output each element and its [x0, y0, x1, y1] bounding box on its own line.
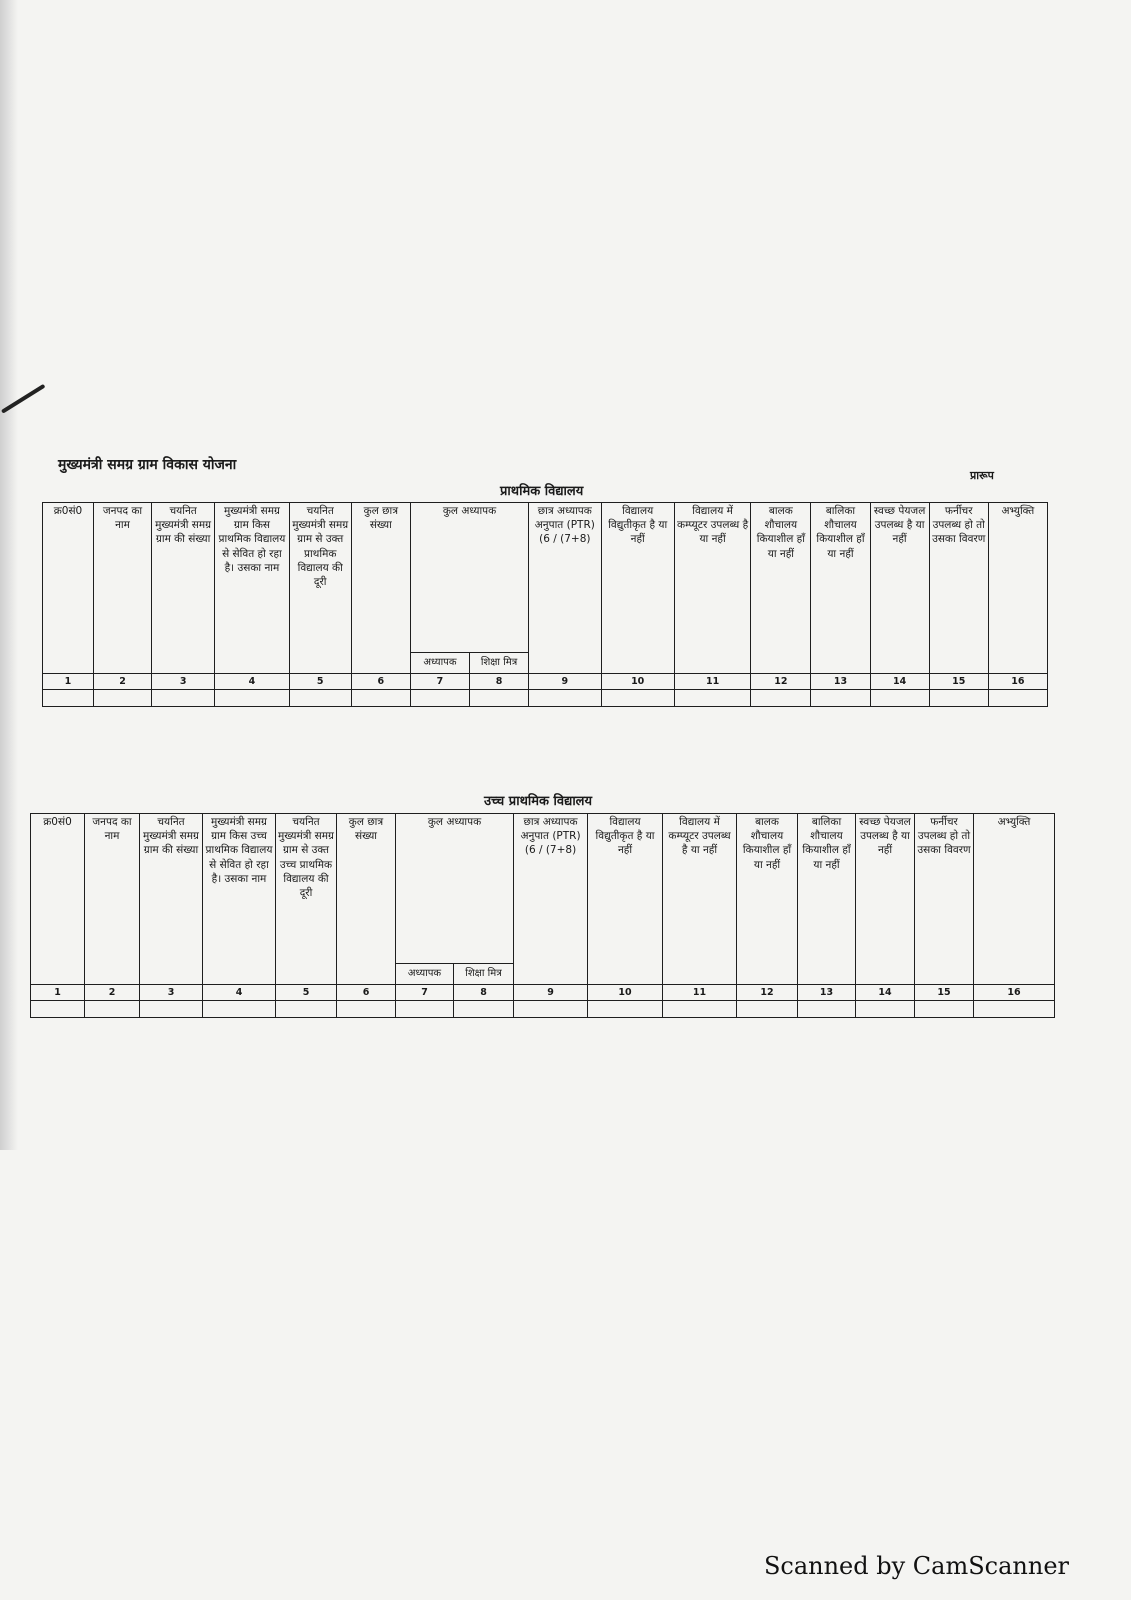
column-number: 10 — [588, 985, 663, 1001]
header-cell: बालक शौचालय कियाशील हाँ या नहीं — [737, 814, 798, 985]
column-number: 12 — [751, 674, 811, 690]
upper-primary-school-table — [30, 813, 1055, 1018]
column-number: 12 — [737, 985, 798, 1001]
subheader-cell: शिक्षा मित्र — [454, 964, 514, 985]
column-number: 9 — [514, 985, 588, 1001]
column-number: 5 — [289, 674, 351, 690]
header-cell: फर्नीचर उपलब्ध हो तो उसका विवरण — [915, 814, 974, 985]
column-number: 1 — [43, 674, 94, 690]
upper-primary-school-title: उच्च प्राथमिक विद्यालय — [484, 794, 593, 809]
primary-school-title: प्राथमिक विद्यालय — [500, 484, 584, 499]
column-number: 14 — [856, 985, 915, 1001]
column-number: 9 — [529, 674, 601, 690]
header-cell: विद्यालय में कम्प्यूटर उपलब्ध है या नहीं — [674, 503, 750, 674]
header-cell: विद्यालय विद्युतीकृत है या नहीं — [588, 814, 663, 985]
column-number-row — [31, 985, 1055, 1001]
column-number: 11 — [663, 985, 737, 1001]
column-number: 4 — [215, 674, 289, 690]
header-cell: कुल छात्र संख्या — [351, 503, 410, 674]
document-title: मुख्यमंत्री समग्र ग्राम विकास योजना — [58, 457, 237, 473]
column-number: 6 — [351, 674, 410, 690]
header-row — [31, 814, 1055, 964]
header-cell: विद्यालय विद्युतीकृत है या नहीं — [601, 503, 674, 674]
subheader-cell: शिक्षा मित्र — [470, 653, 529, 674]
blank-data-row — [31, 1001, 1055, 1018]
column-number: 2 — [85, 985, 140, 1001]
header-cell: बालिका शौचालय कियाशील हाँ या नहीं — [798, 814, 856, 985]
column-number: 14 — [870, 674, 929, 690]
column-number: 8 — [470, 674, 529, 690]
column-number-row — [43, 674, 1048, 690]
column-number: 7 — [396, 985, 454, 1001]
column-number: 7 — [410, 674, 469, 690]
column-number: 2 — [93, 674, 151, 690]
header-cell: मुख्यमंत्री समग्र ग्राम किस उच्च प्राथमिक विद्यालय से सेवित हो रहा है। उसका नाम — [203, 814, 276, 985]
column-number: 16 — [988, 674, 1047, 690]
column-number: 6 — [337, 985, 396, 1001]
header-cell: कुल अध्यापक — [410, 503, 528, 653]
header-cell: क्र0सं0 — [43, 503, 94, 674]
header-row — [43, 503, 1048, 653]
header-cell: बालक शौचालय कियाशील हाँ या नहीं — [751, 503, 811, 674]
header-cell: जनपद का नाम — [85, 814, 140, 985]
header-cell: विद्यालय में कम्प्यूटर उपलब्ध है या नहीं — [663, 814, 737, 985]
column-number: 8 — [454, 985, 514, 1001]
header-cell: कुल अध्यापक — [396, 814, 514, 964]
header-cell: कुल छात्र संख्या — [337, 814, 396, 985]
column-number: 3 — [152, 674, 215, 690]
form-label: प्रारूप — [970, 469, 994, 482]
header-cell: चयनित मुख्यमंत्री समग्र ग्राम से उक्त प्राथमिक विद्यालय की दूरी — [289, 503, 351, 674]
column-number: 13 — [798, 985, 856, 1001]
column-number: 11 — [674, 674, 750, 690]
column-number: 5 — [276, 985, 337, 1001]
header-cell: अभ्युक्ति — [974, 814, 1055, 985]
header-cell: बालिका शौचालय कियाशील हाँ या नहीं — [811, 503, 870, 674]
header-cell: चयनित मुख्यमंत्री समग्र ग्राम की संख्या — [140, 814, 203, 985]
header-cell: फर्नीचर उपलब्ध हो तो उसका विवरण — [929, 503, 988, 674]
header-cell: स्वच्छ पेयजल उपलब्ध है या नहीं — [856, 814, 915, 985]
blank-data-row — [43, 690, 1048, 707]
column-number: 15 — [915, 985, 974, 1001]
header-cell: अभ्युक्ति — [988, 503, 1047, 674]
header-cell: चयनित मुख्यमंत्री समग्र ग्राम से उक्त उच्च प्राथमिक विद्यालय की दूरी — [276, 814, 337, 985]
header-cell: छात्र अध्यापक अनुपात (PTR) (6 / (7+8) — [514, 814, 588, 985]
column-number: 1 — [31, 985, 85, 1001]
scanner-watermark: Scanned by CamScanner — [763, 1552, 1069, 1580]
column-number: 13 — [811, 674, 870, 690]
header-cell: मुख्यमंत्री समग्र ग्राम किस प्राथमिक विद्यालय से सेवित हो रहा है। उसका नाम — [215, 503, 289, 674]
column-number: 16 — [974, 985, 1055, 1001]
primary-school-table — [42, 502, 1048, 707]
subheader-cell: अध्यापक — [410, 653, 469, 674]
column-number: 4 — [203, 985, 276, 1001]
column-number: 15 — [929, 674, 988, 690]
header-cell: जनपद का नाम — [93, 503, 151, 674]
header-cell: स्वच्छ पेयजल उपलब्ध है या नहीं — [870, 503, 929, 674]
subheader-cell: अध्यापक — [396, 964, 454, 985]
column-number: 3 — [140, 985, 203, 1001]
header-cell: चयनित मुख्यमंत्री समग्र ग्राम की संख्या — [152, 503, 215, 674]
header-cell: छात्र अध्यापक अनुपात (PTR) (6 / (7+8) — [529, 503, 601, 674]
header-cell: क्र0सं0 — [31, 814, 85, 985]
column-number: 10 — [601, 674, 674, 690]
scan-page-edge — [0, 0, 18, 1150]
